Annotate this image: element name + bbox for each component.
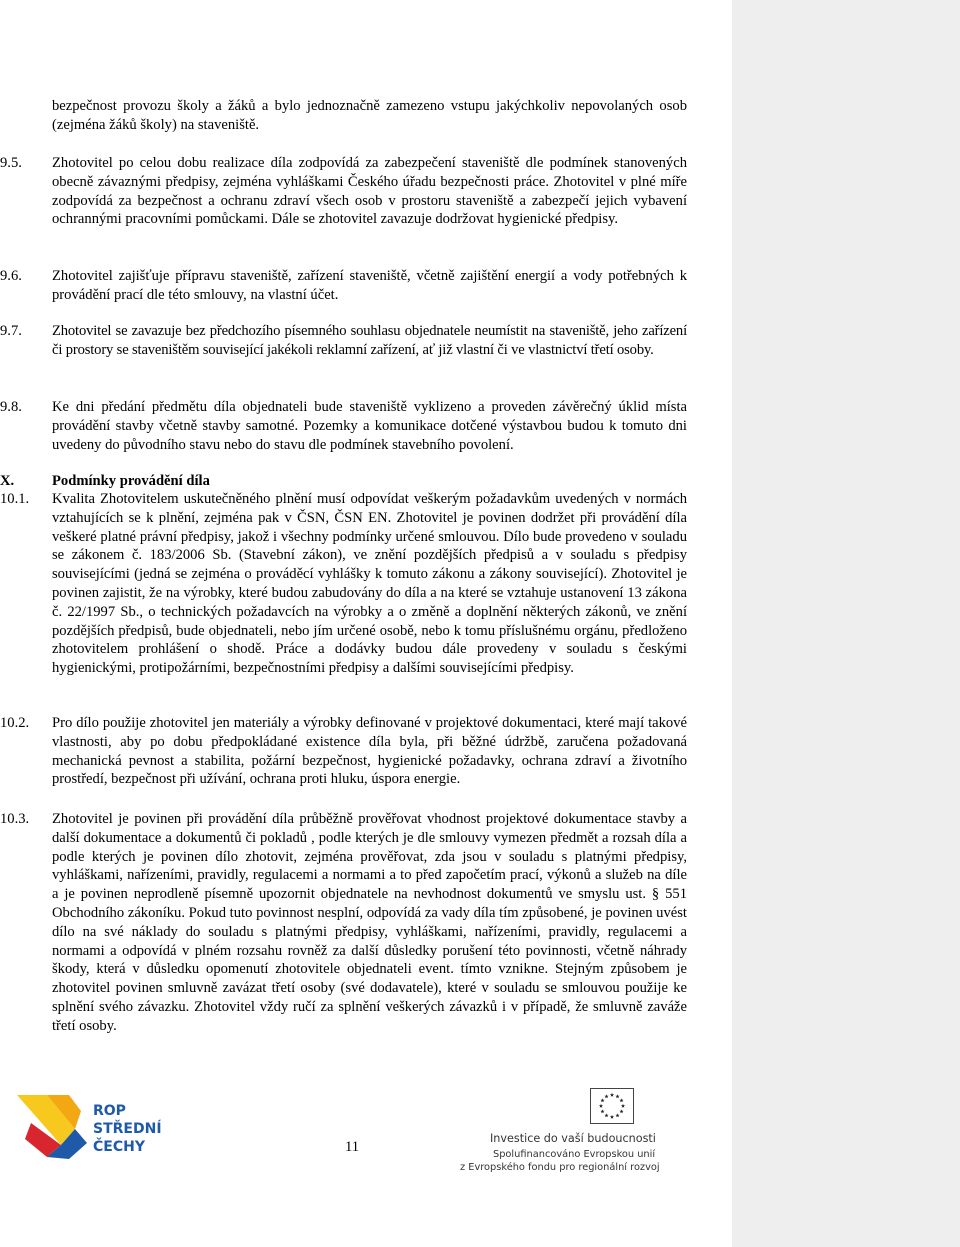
- item-number: 10.3.: [0, 811, 30, 827]
- item-number: 10.2.: [0, 715, 30, 731]
- section-number: X.: [0, 473, 15, 489]
- svg-text:ČECHY: ČECHY: [93, 1139, 145, 1155]
- item-number: 9.6.: [0, 268, 22, 284]
- item-text: Zhotovitel po celou dobu realizace díla zodpovídá za zabezpečení staveniště dle podmínek stanovených obecně závaznými předpisy, zejména vyhláškami Českého úřadu bezpečnosti práce. Zhotovitel v plné míře zodpovídá za bezpečnost a ochranu zdraví všech osob v prostoru staveniště a zabezpečí jejich vybavení ochrannými pracovními pomůckami. Dále se zhotovitel zavazuje dodržovat hygienické předpisy.: [52, 155, 687, 228]
- eu-caption-fund: z Evropského fondu pro regionální rozvoj: [460, 1162, 660, 1173]
- item-number: 9.8.: [0, 399, 22, 415]
- section-title: Podmínky provádění díla: [52, 473, 210, 489]
- svg-text:STŘEDNÍ: STŘEDNÍ: [93, 1121, 162, 1137]
- page-number: 11: [344, 1139, 360, 1155]
- item-number: 9.7.: [0, 323, 22, 339]
- svg-text:ROP: ROP: [93, 1103, 126, 1119]
- item-number: 10.1.: [0, 491, 30, 507]
- item-number: 9.5.: [0, 155, 22, 171]
- rop-stredni-cechy-logo: [17, 1093, 167, 1161]
- rop-logo-mark-icon: [17, 1093, 167, 1161]
- eu-logo: [460, 1088, 660, 1178]
- item-text: Zhotovitel je povinen při provádění díla průběžně prověřovat vhodnost projektové dokumentace stavby a další dokumentace a dokumentů či pokladů , podle kterých je dle smlouvy vymezen předmět a rozsah díla a podle kterých je povinen dílo zhotovit, zejména prověřovat, zda jsou v souladu s platnými předpisy, vyhláškami, nařízeními, pravidly, regulacemi a normami a to před započetím prací, výkonů a služeb na díle a je povinen neprodleně písemně upozornit objednatele na nevhodnost dokumentů ve smyslu ust. § 551 Obchodního zákoníku. Pokud tuto povinnost nesplní, odpovídá za vady díla tím způsobené, je povinen uvést dílo na své náklady do souladu s platnými předpisy, vyhláškami, nařízeními, pravidly, regulacemi a normami a odpovídá v plném rozsahu rovněž za další důsledky porušení této povinnosti, včetně náhrady škody, která v důsledku opomenutí zhotovitele objednateli event. tímto vznikne. Stejným způsobem je zhotovitel povinen smluvně zavázat třetí osoby (své dodavatele), které v souladu se smlouvou použije ke splnění svého závazku. Zhotovitel vždy ručí za splnění veškerých závazků i v případě, že smluvně zaváže třetí osoby.: [52, 811, 687, 1034]
- item-text: Ke dni předání předmětu díla objednateli bude staveniště vyklizeno a proveden závěrečný úklid místa provádění stavby včetně stavby samotné. Pozemky a komunikace dotčené výstavbou budou k tomuto dni uvedeny do původního stavu nebo do stavu dle podmínek stavebního povolení.: [52, 399, 687, 453]
- eu-flag-icon: [590, 1088, 634, 1124]
- item-text: Pro dílo použije zhotovitel jen materiály a výrobky definované v projektové dokumentaci, které mají takové vlastnosti, aby po dobu předpokládané existence díla byla, při běžné údržbě, zaručena požadovaná mechanická pevnost a stabilita, požární bezpečnost, hygienické požadavky, ochrana zdraví a životního prostředí, bezpečnost při užívání, ochrana proti hluku, úspora energie.: [52, 715, 687, 788]
- item-text: Zhotovitel zajišťuje přípravu staveniště, zařízení staveniště, včetně zajištění energií a vody potřebných k provádění prací dle této smlouvy, na vlastní účet.: [52, 268, 687, 303]
- eu-caption-cofinanced: Spolufinancováno Evropskou unií: [493, 1149, 656, 1160]
- comment-margin-panel: [732, 0, 960, 1247]
- eu-caption-investment: Investice do vaší budoucnosti: [490, 1132, 656, 1145]
- item-text: Kvalita Zhotovitelem uskutečněného plnění musí odpovídat veškerým požadavkům uvedených v normách vztahujících se k plnění, zejména pak v ČSN, ČSN EN. Zhotovitel je povinen dodržet při provádění díla veškeré platné právní předpisy, jakož i všechny podmínky určené smlouvou. Dílo bude provedeno v souladu se zákonem č. 183/2006 Sb. (Stavební zákon), ve znění pozdějších předpisů a v souladu s předpisy souvisejícími (jedná se zejména o prováděcí vyhlášky k tomuto zákonu a zákony související). Zhotovitel je povinen zajistit, že na výrobky, které budou zabudovány do díla a na které se vztahuje ustanovení 13 zákona č. 22/1997 Sb., o technických požadavcích na výrobky a o změně a doplnění některých zákonů, ve znění pozdějších předpisů, bude objednateli, nebo jím určené osobě, nebo k tomu příslušnému orgánu, předloženo zhotovitelem prohlášení o shodě. Práce a dodávky budou dále provedeny v souladu s českými hygienickými, protipožárními, bezpečnostními předpisy a dalšími souvisejícími předpisy.: [52, 491, 687, 677]
- item-text: Zhotovitel se zavazuje bez předchozího písemného souhlasu objednatele neumístit na staveniště, jeho zařízení či prostory se staveništěm související jakékoli reklamní zařízení, ať již vlastní či ve vlastnictví třetí osoby.: [52, 323, 687, 358]
- continued-paragraph: bezpečnost provozu školy a žáků a bylo jednoznačně zamezeno vstupu jakýchkoliv nepovolaných osob (zejména žáků školy) na staveniště.: [52, 98, 687, 133]
